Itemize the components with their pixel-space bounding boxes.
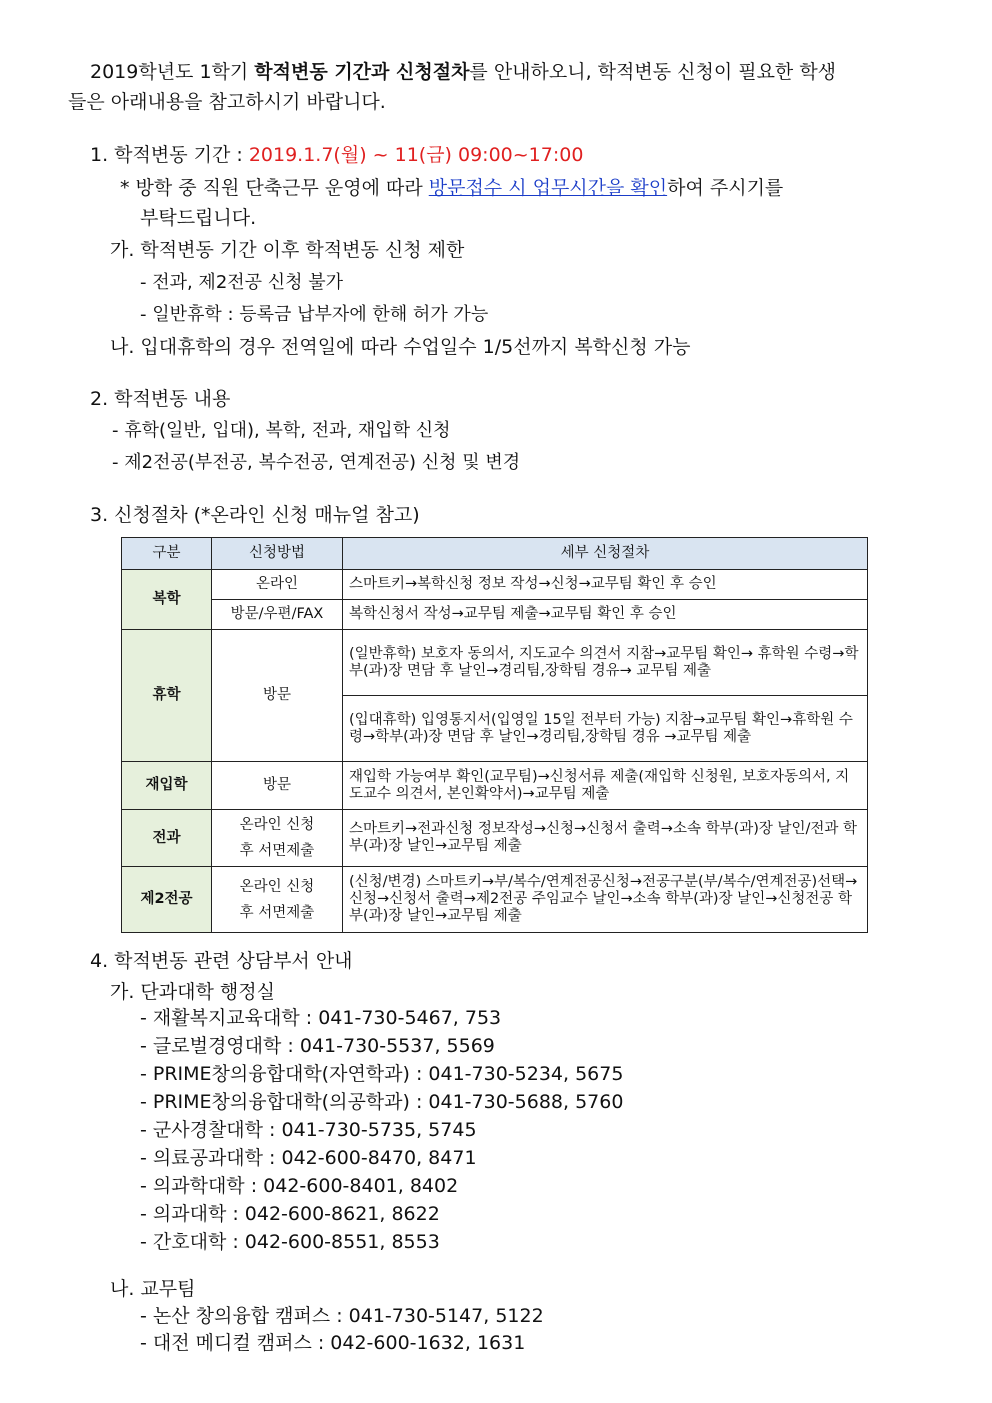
table-row (122, 810, 868, 867)
method-line-1: 온라인 신청 (239, 817, 315, 833)
intro-text-c: 를 안내하오니, 학적변동 신청이 필요한 학생 (469, 61, 837, 83)
method-visit: 방문 (212, 762, 343, 810)
table-row (122, 762, 868, 810)
college-contact: - 의과학대학 : 042-600-8401, 8402 (140, 1175, 459, 1197)
section2-item-2: - 제2전공(부전공, 복수전공, 연계전공) 신청 및 변경 (112, 452, 521, 473)
section1-heading-label: 1. 학적변동 기간 : (90, 144, 249, 166)
college-contact: - PRIME창의융합대학(의공학과) : 041-730-5688, 5760 (140, 1091, 624, 1113)
method-visit-mail-fax: 방문/우편/FAX (212, 600, 343, 630)
section4-ga: 가. 단과대학 행정실 (110, 981, 275, 1003)
method-online-then-paper (212, 810, 343, 867)
table-row (122, 570, 868, 600)
intro-line-1 (68, 60, 928, 84)
header-category: 구분 (122, 538, 212, 570)
section1-note-text-b: 하여 주시기를 (667, 177, 784, 199)
section1-na: 나. 입대휴학의 경우 전역일에 따라 수업일수 1/5선까지 복학신청 가능 (110, 336, 691, 358)
detail-leave-general: (일반휴학) 보호자 동의서, 지도교수 의견서 지참→교무팀 확인→ 휴학원 수령→학부(과)장 면담 후 날인→경리팀,장학팀 경유→ 교무팀 제출 (343, 630, 868, 696)
detail-return-visit: 복학신청서 작성→교무팀 제출→교무팀 확인 후 승인 (343, 600, 868, 630)
method-visit: 방문 (212, 630, 343, 762)
section1-heading (90, 143, 583, 167)
table-row (122, 600, 868, 630)
section3-heading: 3. 신청절차 (*온라인 신청 매뉴얼 참고) (90, 504, 420, 526)
section1-note-text: * 방학 중 직원 단축근무 운영에 따라 (120, 177, 429, 199)
detail-second-major: (신청/변경) 스마트키→부/복수/연계전공신청→전공구분(부/복수/연계전공)선택→신청→신청서 출력→제2전공 주임교수 날인→소속 학부(과)장 날인→신청전공 학부(과)장 날인→교무팀 제출 (343, 867, 868, 933)
intro-text-a: 2019학년도 1학기 (90, 61, 255, 83)
section1-note-cont: 부탁드립니다. (140, 207, 257, 229)
detail-leave-military: (입대휴학) 입영통지서(입영일 15일 전부터 가능) 지참→교무팀 확인→휴학원 수령→학부(과)장 면담 후 날인→경리팀,장학팀 경유 →교무팀 제출 (343, 696, 868, 762)
method-line-1: 온라인 신청 (239, 878, 315, 895)
section1-ga: 가. 학적변동 기간 이후 학적변동 신청 제한 (110, 239, 465, 261)
section1-period: 2019.1.7(월) ~ 11(금) 09:00~17:00 (248, 144, 584, 166)
section2-heading: 2. 학적변동 내용 (90, 388, 231, 410)
section2-item-1: - 휴학(일반, 입대), 복학, 전과, 재입학 신청 (112, 420, 451, 441)
detail-readmit: 재입학 가능여부 확인(교무팀)→신청서류 제출(재입학 신청원, 보호자동의서, 지도교수 의견서, 본인확약서)→교무팀 제출 (343, 762, 868, 810)
section1-ga-item-1: - 전과, 제2전공 신청 불가 (140, 272, 344, 293)
category-second-major: 제2전공 (122, 867, 212, 933)
section4-heading: 4. 학적변동 관련 상담부서 안내 (90, 950, 353, 972)
table-row (122, 867, 868, 933)
section1-note (120, 176, 783, 200)
category-leave: 휴학 (122, 630, 212, 762)
method-line-2: 후 서면제출 (239, 904, 315, 921)
college-contact: - 글로벌경영대학 : 041-730-5537, 5569 (140, 1035, 495, 1057)
method-online: 온라인 (212, 570, 343, 600)
header-detail: 세부 신청절차 (343, 538, 868, 570)
category-readmit: 재입학 (122, 762, 212, 810)
category-transfer: 전과 (122, 810, 212, 867)
header-method: 신청방법 (212, 538, 343, 570)
section1-note-link[interactable]: 방문접수 시 업무시간을 확인 (428, 177, 668, 199)
table-header-row (122, 538, 868, 570)
category-return: 복학 (122, 570, 212, 630)
section4-na: 나. 교무팀 (110, 1278, 196, 1300)
college-contact: - 의료공과대학 : 042-600-8470, 8471 (140, 1147, 477, 1169)
method-line-2: 후 서면제출 (239, 843, 315, 859)
college-contact: - 의과대학 : 042-600-8621, 8622 (140, 1203, 440, 1225)
intro-line-2: 들은 아래내용을 참고하시기 바랍니다. (68, 91, 386, 113)
college-contact: - 간호대학 : 042-600-8551, 8553 (140, 1231, 440, 1253)
college-contact: - 재활복지교육대학 : 041-730-5467, 753 (140, 1007, 502, 1029)
intro-emphasis: 학적변동 기간과 신청절차 (254, 61, 470, 83)
college-contact: - 군사경찰대학 : 041-730-5735, 5745 (140, 1119, 477, 1141)
procedure-table (121, 537, 868, 933)
detail-transfer: 스마트키→전과신청 정보작성→신청→신청서 출력→소속 학부(과)장 날인/전과 학부(과)장 날인→교무팀 제출 (343, 810, 868, 867)
method-online-then-paper (212, 867, 343, 933)
section1-ga-item-2: - 일반휴학 : 등록금 납부자에 한해 허가 가능 (140, 304, 489, 325)
table-row (122, 630, 868, 696)
college-contact: - PRIME창의융합대학(자연학과) : 041-730-5234, 5675 (140, 1063, 624, 1085)
detail-return-online: 스마트키→복학신청 정보 작성→신청→교무팀 확인 후 승인 (343, 570, 868, 600)
academic-contact: - 대전 메디컬 캠퍼스 : 042-600-1632, 1631 (140, 1332, 526, 1354)
academic-contact: - 논산 창의융합 캠퍼스 : 041-730-5147, 5122 (140, 1305, 544, 1327)
